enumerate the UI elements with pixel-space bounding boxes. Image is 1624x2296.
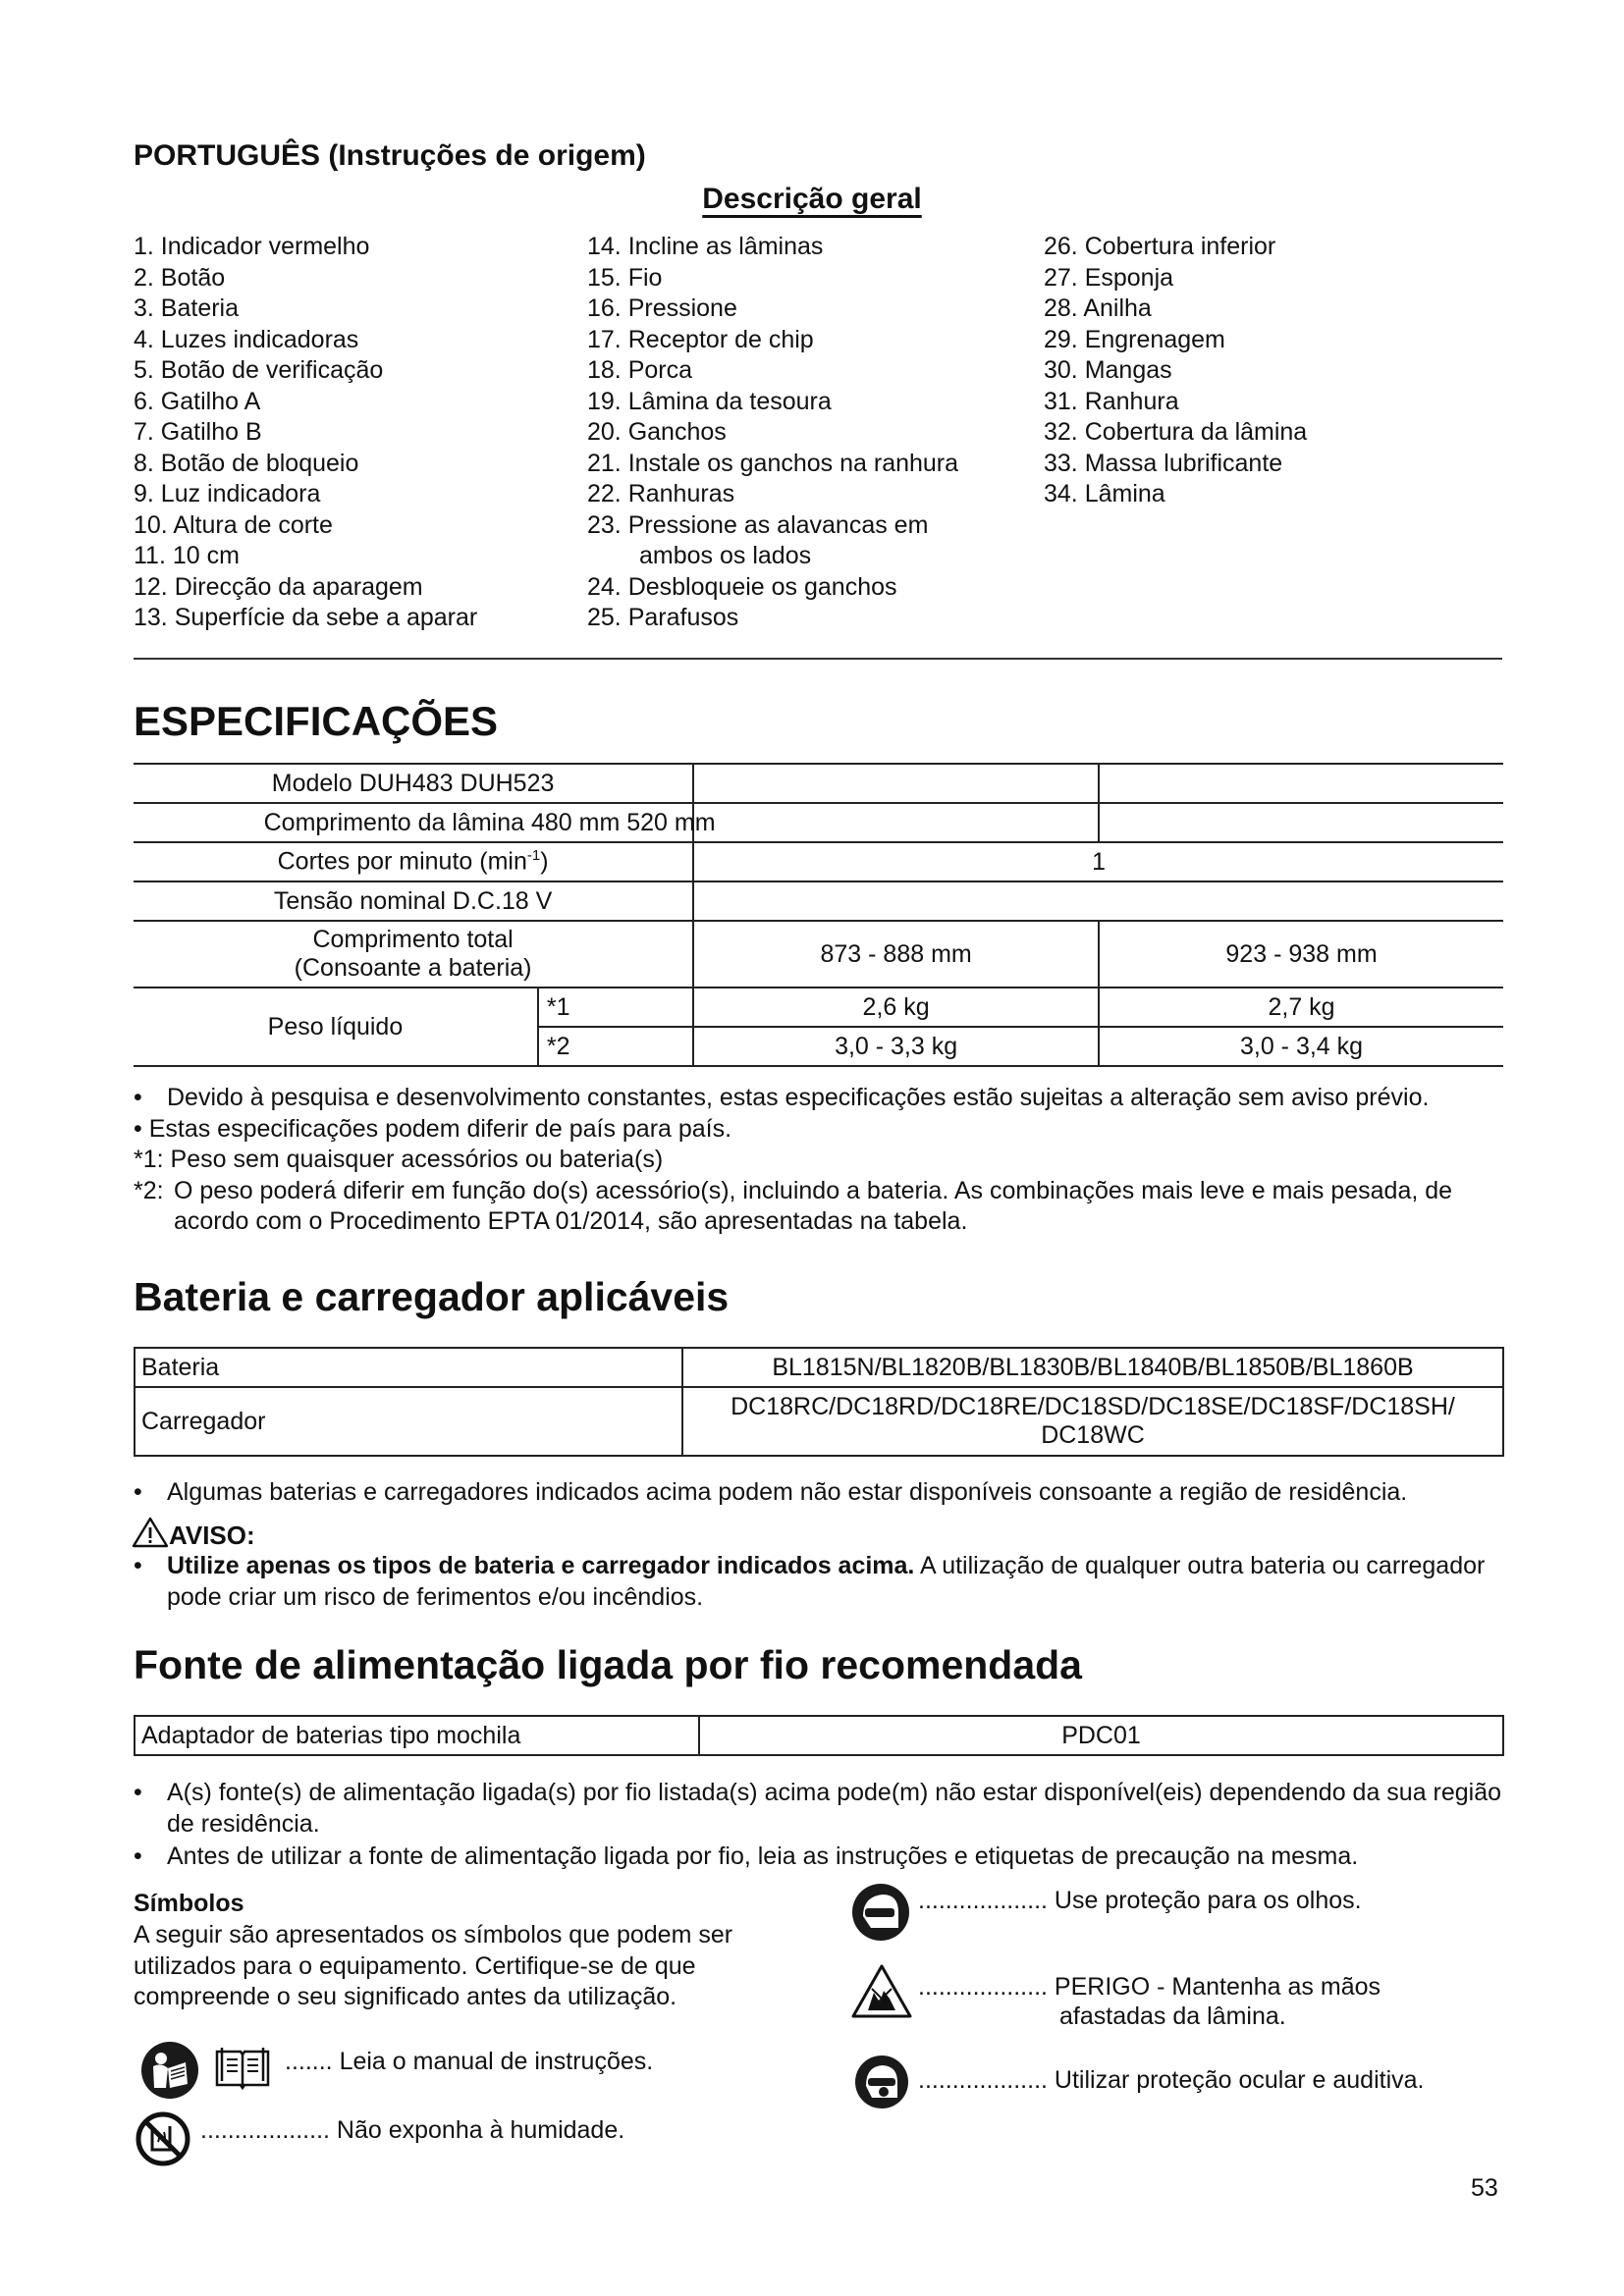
- spec-row-voltage: [134, 881, 1503, 921]
- spec-row-blade: [134, 803, 1503, 842]
- danger-text-line-1: ................... PERIGO - Mantenha as mãos: [918, 1973, 1380, 2001]
- spec-row-weight-1: [134, 988, 1503, 1027]
- part-item: 19. Lâmina da tesoura: [587, 387, 832, 415]
- part-item: 11. 10 cm: [134, 542, 240, 569]
- parts-column-1: [134, 232, 477, 634]
- voltage-cell: Tensão nominal D.C.18 V: [134, 881, 693, 921]
- part-item: 9. Luz indicadora: [134, 480, 321, 507]
- power-note-1: • A(s) fonte(s) de alimentação ligada(s) por fio listada(s) acima pode(m) não estar disponível(eis) dependendo da sua região de residência.: [134, 1779, 1502, 1838]
- length-label: Comprimento total (Consoante a bateria): [134, 921, 693, 988]
- weight-key-2: *2: [538, 1027, 693, 1066]
- battery-title: Bateria e carregador aplicáveis: [134, 1274, 730, 1319]
- part-item: 23. Pressione as alavancas em: [587, 510, 929, 539]
- part-item: 10. Altura de corte: [134, 510, 333, 539]
- empty-cell: [693, 803, 1099, 842]
- no-moisture-text: ................... Não exponha à humidade.: [200, 2116, 625, 2144]
- part-item: 30. Mangas: [1044, 356, 1172, 384]
- weight-1-a: 2,6 kg: [693, 988, 1099, 1027]
- charger-row: [135, 1387, 1503, 1456]
- battery-table: [134, 1347, 1504, 1457]
- weight-label: Peso líquido: [134, 988, 538, 1066]
- power-row: [135, 1716, 1503, 1755]
- spec-note-1: • Devido à pesquisa e desenvolvimento constantes, estas especificações estão sujeitas a alteração sem aviso prévio.: [134, 1084, 1430, 1111]
- part-item: 26. Cobertura inferior: [1044, 233, 1276, 260]
- part-item: 17. Receptor de chip: [587, 325, 814, 353]
- eye-ear-protection-icon: [854, 2055, 909, 2109]
- charger-value: DC18RC/DC18RD/DC18RE/DC18SD/DC18SE/DC18SF/DC18SH/ DC18WC: [682, 1387, 1503, 1456]
- section-divider: [134, 658, 1502, 660]
- page-number: 53: [1471, 2174, 1498, 2202]
- spec-row-model: [134, 764, 1503, 803]
- empty-cell: [693, 881, 1503, 921]
- battery-note: • Algumas baterias e carregadores indicados acima podem não estar disponíveis consoante a região de residência.: [134, 1478, 1408, 1506]
- warning-triangle-icon: [132, 1517, 169, 1548]
- power-label: Adaptador de baterias tipo mochila: [135, 1716, 699, 1755]
- danger-hands-icon: [850, 1963, 913, 2020]
- cpm-value: 1: [693, 842, 1503, 881]
- symbols-title: Símbolos: [134, 1890, 244, 1917]
- part-item: 6. Gatilho A: [134, 387, 261, 415]
- part-item: 29. Engrenagem: [1044, 325, 1225, 353]
- parts-column-2: [587, 232, 958, 634]
- part-item: 15. Fio: [587, 263, 663, 292]
- part-item: 7. Gatilho B: [134, 418, 262, 446]
- specs-title: ESPECIFICAÇÕES: [134, 698, 499, 744]
- no-moisture-icon: [135, 2110, 191, 2167]
- part-item: 27. Esponja: [1044, 263, 1174, 292]
- part-item: 18. Porca: [587, 356, 693, 384]
- power-table: [134, 1715, 1504, 1756]
- eye-protection-icon: [851, 1883, 910, 1942]
- part-item: 3. Bateria: [134, 294, 240, 322]
- symbols-intro: A seguir são apresentados os símbolos que podem ser utilizados para o equipamento. Certifique-se de que compreende o seu significado antes da utilização.: [134, 1921, 733, 2010]
- cpm-label: Cortes por minuto $(\min^{-1})$: [134, 842, 693, 881]
- part-item: 21. Instale os ganchos na ranhura: [587, 449, 959, 477]
- part-item: 12. Direcção da aparagem: [134, 572, 423, 601]
- part-item: 24. Desbloqueie os ganchos: [587, 572, 897, 601]
- warning-heading: AVISO:: [132, 1517, 255, 1552]
- power-title: Fonte de alimentação ligada por fio recomendada: [134, 1642, 1082, 1687]
- specs-table: [134, 763, 1503, 1067]
- part-item: 34. Lâmina: [1044, 480, 1165, 507]
- eye-ear-protection-text: ................... Utilizar proteção ocular e auditiva.: [918, 2066, 1425, 2094]
- part-item: 28. Anilha: [1044, 294, 1152, 322]
- read-manual-text: ....... Leia o manual de instruções.: [285, 2048, 654, 2075]
- weight-2-a: 3,0 - 3,3 kg: [693, 1027, 1099, 1066]
- battery-value: BL1815N/BL1820B/BL1830B/BL1840B/BL1850B/BL1860B: [682, 1348, 1503, 1387]
- blade-length-cell: Comprimento da lâmina 480 mm 520 mm: [134, 803, 693, 842]
- spec-note-2: • Estas especificações podem diferir de país para país.: [134, 1114, 732, 1143]
- empty-cell: [1099, 803, 1503, 842]
- part-item: 31. Ranhura: [1044, 387, 1179, 415]
- spec-row-cpm: [134, 842, 1503, 881]
- battery-label: Bateria: [135, 1348, 682, 1387]
- part-item: 25. Parafusos: [587, 604, 739, 631]
- section-subtitle: Descrição geral: [702, 183, 922, 215]
- danger-text-line-2: afastadas da lâmina.: [1059, 2002, 1286, 2030]
- weight-2-b: 3,0 - 3,4 kg: [1099, 1027, 1503, 1066]
- empty-cell: [1099, 764, 1503, 803]
- part-item: 32. Cobertura da lâmina: [1044, 418, 1308, 446]
- part-item: 16. Pressione: [587, 294, 737, 322]
- model-cell: Modelo DUH483 DUH523: [134, 764, 693, 803]
- part-item: 20. Ganchos: [587, 418, 727, 446]
- eye-protection-text: ................... Use proteção para os olhos.: [918, 1887, 1362, 1914]
- part-item: 4. Luzes indicadoras: [134, 325, 359, 353]
- length-value-a: 873 - 888 mm: [693, 921, 1099, 988]
- spec-note-3: *1: Peso sem quaisquer acessórios ou bateria(s): [134, 1146, 664, 1173]
- spec-row-length: [134, 921, 1503, 988]
- part-item: 33. Massa lubrificante: [1044, 449, 1283, 477]
- battery-notes: [134, 1477, 1508, 1509]
- language-title: PORTUGUÊS (Instruções de origem): [134, 139, 646, 172]
- length-value-b: 923 - 938 mm: [1099, 921, 1503, 988]
- part-item: 14. Incline as lâminas: [587, 233, 824, 260]
- spec-notes: [134, 1083, 1508, 1238]
- part-item: 1. Indicador vermelho: [134, 233, 370, 260]
- part-item: 13. Superfície da sebe a aparar: [134, 604, 478, 631]
- open-book-icon: [213, 2046, 272, 2091]
- part-item-continuation: ambos os lados: [639, 542, 812, 569]
- spec-note-4: *2: O peso poderá diferir em função do(s) acessório(s), incluindo a bateria. As combinações mais leve e mais pesada, de acordo com o Procedimento EPTA 01/2014, são apresentadas na tabela.: [134, 1176, 1453, 1235]
- power-note-2: • Antes de utilizar a fonte de alimentação ligada por fio, leia as instruções e etiquetas de precaução na mesma.: [134, 1842, 1359, 1870]
- power-notes: [134, 1778, 1508, 1873]
- battery-row: [135, 1348, 1503, 1387]
- part-item: 2. Botão: [134, 263, 226, 292]
- weight-1-b: 2,7 kg: [1099, 988, 1503, 1027]
- power-value: PDC01: [699, 1716, 1503, 1755]
- charger-label: Carregador: [135, 1387, 682, 1456]
- warning-text: • Utilize apenas os tipos de bateria e carregador indicados acima. A utilização de qualquer outra bateria ou carregador pode criar um risco de ferimentos e/ou incêndios.: [134, 1552, 1486, 1611]
- part-item: 5. Botão de verificação: [134, 356, 384, 384]
- part-item: 8. Botão de bloqueio: [134, 449, 359, 477]
- read-manual-icon: [140, 2041, 199, 2100]
- empty-cell: [693, 764, 1099, 803]
- part-item: 22. Ranhuras: [587, 480, 735, 507]
- weight-key-1: *1: [538, 988, 693, 1027]
- parts-column-3: [1044, 232, 1307, 510]
